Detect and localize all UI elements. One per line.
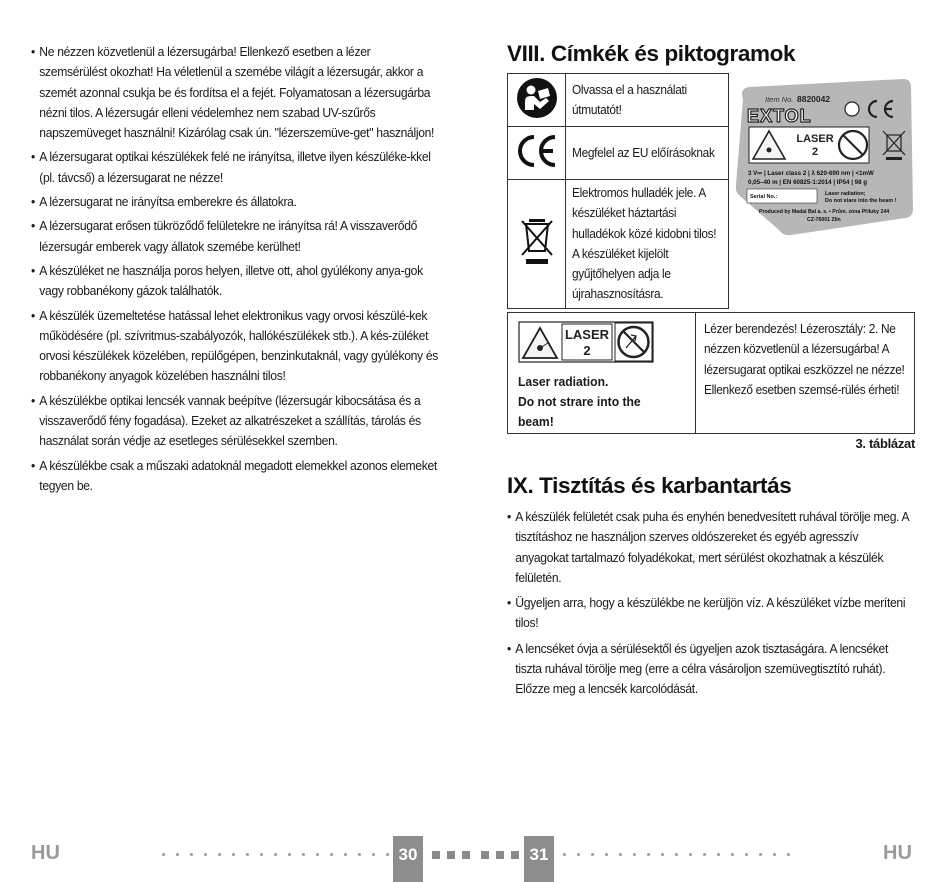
laser-warning-table	[507, 312, 915, 434]
safety-instructions-list	[31, 42, 443, 500]
footer-dot	[274, 853, 277, 856]
pictogram-description: Megfelel az EU előírásoknak	[572, 144, 715, 160]
footer-dot	[190, 853, 193, 856]
section-viii-title: VIII. Címkék és piktogramok	[507, 41, 796, 66]
ce-mark-icon	[508, 127, 566, 180]
list-item: • A lézersugarat ne irányítsa emberekre és állatokra.	[31, 192, 440, 212]
table-row	[508, 180, 729, 309]
footer-dot	[745, 853, 748, 856]
laser-warning-label-cell	[508, 313, 696, 433]
footer-square	[511, 851, 519, 859]
footer-dot	[633, 853, 636, 856]
footer-dot	[759, 853, 762, 856]
laser-class: 2	[583, 343, 591, 358]
footer-square	[481, 851, 489, 859]
list-item: • A lézersugarat optikai készülékek felé ne irányítsa, illetve ilyen készüléke-kkel (pl. távcső) a lézersugarat ne nézze!	[31, 147, 440, 188]
list-item: • A készüléket ne használja poros helyen, illetve ott, ahol gyúlékony anya-gok vagy robbanékony gázok találhatók.	[31, 261, 440, 302]
footer-square	[496, 851, 504, 859]
read-manual-icon	[845, 102, 859, 116]
laser-class: 2	[811, 146, 819, 158]
item-no-value: 8820042	[797, 94, 831, 104]
list-item: • Ügyeljen arra, hogy a készülékbe ne kerüljön víz. A készüléket vízbe meríteni tilos!	[507, 593, 912, 634]
list-item: • Ne nézzen közvetlenül a lézersugárba! Ellenkező esetben a lézer szemsérülést okozhat! Ha véletlenül a szemébe világít a lézersugár, akkor a szemét azonnal csukja be és fordítsa el a fejét. Folyamatosan a lézersugárba nézni tilos. A lézersugár elleni védelemhez nem szabad UV-szűrős napszemüveget használni! Kizárólag csak ún. "lézerszemüve-get" használjon!	[31, 42, 440, 143]
footer-dot	[358, 853, 361, 856]
language-marker-left: HU	[31, 842, 60, 864]
producer-line-1: Produced by Madal Bal a. s. • Prům. zóna Příluky 244	[759, 209, 890, 215]
product-label-plate	[735, 75, 915, 239]
footer-dot	[675, 853, 678, 856]
footer-square	[462, 851, 470, 859]
plate-warning-line-1: Laser radiation;	[825, 191, 866, 197]
page-number-left: 30	[393, 836, 423, 882]
footer-square	[432, 851, 440, 859]
laser-class-sticker	[518, 321, 654, 363]
producer-line-2: CZ-76001 Zlín	[807, 217, 841, 223]
footer-dot	[577, 853, 580, 856]
footer-square	[447, 851, 455, 859]
footer-dot	[773, 853, 776, 856]
footer-dot	[176, 853, 179, 856]
footer-dot	[787, 853, 790, 856]
footer-dot	[162, 853, 165, 856]
footer-dot	[717, 853, 720, 856]
footer-dot	[703, 853, 706, 856]
footer-dot	[288, 853, 291, 856]
section-ix-title: IX. Tisztítás és karbantartás	[507, 473, 792, 498]
laser-warning-hungarian-cell	[696, 313, 914, 433]
footer-dot	[260, 853, 263, 856]
language-marker-right: HU	[883, 842, 912, 864]
footer-dot	[563, 853, 566, 856]
pictogram-table	[507, 73, 729, 309]
pictogram-description: Elektromos hulladék jele. A készüléket háztartási hulladékok közé kidobni tilos! A készüléket kijelölt gyűjtőhelyen adja le újrahasznosításra.	[572, 185, 717, 302]
footer-dot	[647, 853, 650, 856]
table-row	[508, 74, 729, 127]
footer-dot	[246, 853, 249, 856]
table-caption: 3. táblázat	[855, 436, 915, 451]
footer-dot	[218, 853, 221, 856]
brand-logo: EXTOL	[747, 106, 812, 126]
plate-warning-line-2: Do not stare into the beam !	[825, 198, 897, 204]
weee-bin-icon	[508, 180, 566, 309]
page-number-right: 31	[524, 836, 554, 882]
laser-warning-english: Laser radiation. Do not strare into the beam!	[518, 374, 641, 429]
footer-dot	[372, 853, 375, 856]
maintenance-list	[507, 507, 915, 705]
list-item: • A lézersugarat erősen tükröződő felületekre ne irányítsa rá! A visszaverődő lézersugár emberek vagy állatok szemébe kerülhet!	[31, 216, 440, 257]
spec-line-2: 0,05–40 m | EN 60825-1:2014 | IP54 | 98 g	[748, 179, 868, 186]
footer-dot	[204, 853, 207, 856]
list-item: • A készülékbe csak a műszaki adatoknál megadott elemekkel azonos elemeket tegyen be.	[31, 456, 440, 497]
footer-dot	[619, 853, 622, 856]
footer-dot	[330, 853, 333, 856]
footer-dot	[689, 853, 692, 856]
footer-dot	[344, 853, 347, 856]
list-item: • A készülék üzemeltetése hatással lehet elektronikus vagy orvosi készülé-kek működésére (pl. szívritmus-szabályozók, hallókészülékek stb.). A kés-züléket orvosi készülékek közelében, repülőgépen, benzinkutaknál, vagy gyúlékony és robbanékony anyagok közelében használni tilos!	[31, 306, 440, 387]
spec-line-1: 3 V⎓ | Laser class 2 | λ 620-690 nm | <1mW	[748, 170, 874, 177]
footer-dot	[661, 853, 664, 856]
footer-dot	[605, 853, 608, 856]
pictogram-description: Olvassa el a használati útmutatót!	[572, 81, 687, 117]
footer-dot	[232, 853, 235, 856]
footer-dot	[386, 853, 389, 856]
laser-warning-hungarian: Lézer berendezés! Lézerosztály: 2. Ne nézzen közvetlenül a lézersugárba! A lézersugarat optikai eszközzel ne nézze! Ellenkező esetben szemsé-rülés érheti!	[704, 321, 905, 397]
list-item: • A készülékbe optikai lencsék vannak beépítve (lézersugár kibocsátása és a visszaverődő fény fogadása). Ezeket az alkatrészeket a szállítás, tárolás és használat során védje az esetleges sérülésekkel szemben.	[31, 391, 440, 452]
serial-label: Serial No.:	[750, 194, 778, 200]
list-item: • A készülék felületét csak puha és enyhén benedvesített ruhával törölje meg. A tisztításhoz ne használjon szerves oldószereket és egyéb agresszív anyagokat tartalmazó folyadékokat, mert sérülést okozhatnak a készülék felületén.	[507, 507, 912, 588]
table-row	[508, 127, 729, 180]
laser-word: LASER	[796, 133, 834, 145]
laser-word: LASER	[564, 327, 610, 342]
list-item: • A lencséket óvja a sérülésektől és ügyeljen azok tisztaságára. A lencséket tiszta ruhával törölje meg (erre a célra vásároljon szemüvegtisztító ruhát). Előzze meg a lencsék karcolódását.	[507, 639, 912, 700]
footer-dot	[302, 853, 305, 856]
footer-dot	[731, 853, 734, 856]
footer-dot	[316, 853, 319, 856]
item-no-label: Item No.	[765, 95, 794, 104]
read-manual-icon	[508, 74, 566, 127]
footer-dot	[591, 853, 594, 856]
